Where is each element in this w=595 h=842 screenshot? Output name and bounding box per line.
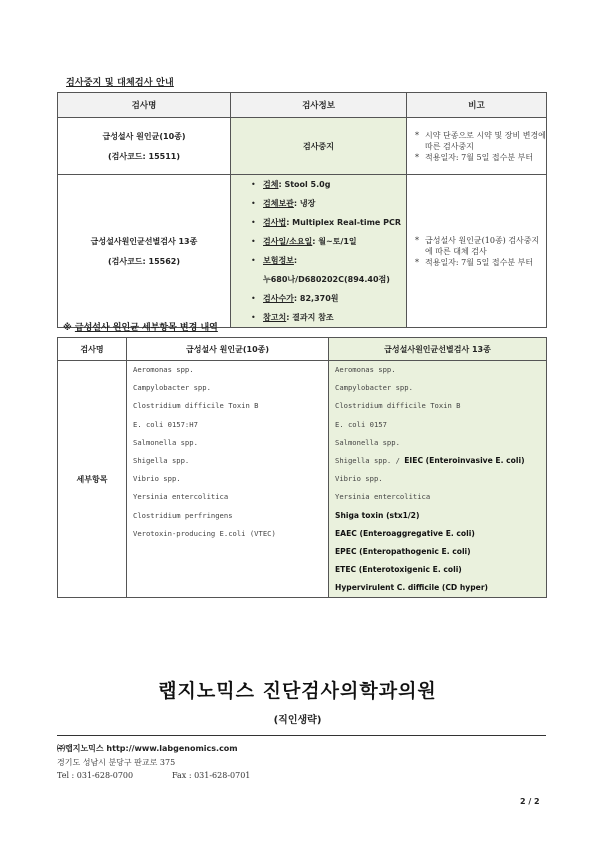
list-item: Salmonella spp. [335, 437, 400, 447]
list-item: EPEC (Enteropathogenic E. coli) [335, 546, 471, 556]
new-test-code: (검사코드: 15562) [107, 256, 181, 266]
header-old-panel: 급성설사 원인균(10종) [127, 338, 329, 361]
section1-title: 검사중지 및 대체검사 안내 [66, 78, 174, 88]
new-test-info [231, 175, 407, 328]
table-header-row [58, 338, 547, 361]
list-item-shigella [335, 452, 546, 470]
info-item: • 검사일/소요일 : 월~토/1일 [251, 237, 357, 246]
info-item: • 참고치 : 결과지 참조 [251, 313, 334, 322]
list-item: ETEC (Enterotoxigenic E. coli) [335, 565, 462, 575]
footer-divider [57, 735, 546, 736]
list-item: Campylobacter spp. [335, 383, 413, 393]
address-line: 경기도 성남시 분당구 판교로 375 [57, 758, 176, 767]
new-items-list [329, 361, 547, 598]
header-new-panel: 급성설사원인균선별검사 13종 [329, 338, 547, 361]
page-number: 2 / 2 [520, 797, 540, 806]
info-item: • 검체보관 : 냉장 [251, 199, 316, 208]
detail-items-table [57, 337, 547, 598]
old-test-name: 급성설사 원인균(10종) [102, 131, 186, 141]
list-item: Vibrio spp. [133, 474, 181, 484]
list-item: Aeromonas spp. [335, 365, 396, 374]
section2-title [63, 320, 218, 333]
tel-line: Tel : 031-628-0700 [57, 771, 134, 780]
seal-omitted: (직인생략) [273, 715, 322, 726]
table-header-row [58, 93, 547, 118]
header-test-name: 검사명 [58, 338, 127, 361]
table-row [58, 118, 547, 175]
section2-title-text: 급성설사 원인균 세부항목 변경 내역 [74, 323, 218, 333]
list-item: E. coli 0157:H7 [133, 419, 198, 429]
info-item: • 검사법 : Multiplex Real-time PCR [251, 218, 402, 227]
old-test-notes [407, 118, 547, 175]
list-item: Aeromonas spp. [133, 365, 194, 374]
note-item: * 적용일자: 7월 5일 접수분 부터 [415, 152, 534, 162]
header-test-name: 검사명 [58, 93, 231, 118]
info-item-continued: 누680나/D680202C(894.40점) [263, 275, 390, 284]
info-item: • 검체 : Stool 5.0g [251, 180, 331, 189]
eiec-label: EIEC (Enteroinvasive E. coli) [404, 455, 525, 465]
info-item: • 검사수가 : 82,370원 [251, 294, 339, 303]
list-item: Yersinia entercolitica [133, 492, 229, 502]
list-item: Campylobacter spp. [133, 383, 211, 393]
discontinuation-table [57, 92, 547, 328]
organization-name: 랩지노믹스 진단검사의학과의원 [158, 680, 437, 702]
table-row [58, 175, 547, 328]
header-remarks: 비고 [407, 93, 547, 118]
fax-line: Fax : 031-628-0701 [172, 771, 251, 780]
old-test-status: 검사중지 [231, 118, 407, 175]
list-item: Salmonella spp. [133, 437, 198, 447]
list-item: Hypervirulent C. difficile (CD hyper) [335, 583, 489, 593]
reference-mark: ※ [63, 323, 72, 333]
table-row [58, 361, 547, 598]
list-item: E. coli 0157 [335, 419, 387, 429]
list-item: EAEC (Enteroaggregative E. coli) [335, 528, 475, 538]
old-items-list [127, 361, 329, 598]
header-test-info: 검사정보 [231, 93, 407, 118]
old-test-code: (검사코드: 15511) [107, 151, 181, 161]
list-item: Clostridium difficile Toxin B [335, 401, 461, 411]
note-item: * 시약 단종으로 시약 및 장비 변경에 따른 검사중지 [415, 130, 546, 151]
list-item: Clostridium difficile Toxin B [133, 401, 259, 411]
list-item: Vibrio spp. [335, 474, 383, 484]
note-item: * 적용일자: 7월 5일 접수분 부터 [415, 257, 534, 267]
new-test-notes [407, 175, 547, 328]
list-item: Shiga toxin (stx1/2) [335, 510, 420, 520]
list-item: Verotoxin-producing E.coli (VTEC) [133, 528, 276, 538]
note-item: * 급성설사 원인균(10종) 검사중지에 따른 대체 검사 [415, 235, 540, 256]
new-test-cell [58, 175, 231, 328]
company-line: ㈜랩지노믹스 http://www.labgenomics.com [57, 744, 238, 753]
old-test-cell [58, 118, 231, 175]
list-item: Clostridium perfringens [133, 510, 233, 520]
new-test-name: 급성설사원인균선별검사 13종 [90, 236, 198, 246]
list-item: Yersinia entercolitica [335, 492, 431, 502]
info-item: • 보험정보 : [251, 256, 298, 265]
list-item: Shigella spp. [133, 455, 190, 465]
detail-row-label: 세부항목 [58, 361, 127, 598]
shigella-prefix: Shigella spp. / [335, 455, 405, 465]
